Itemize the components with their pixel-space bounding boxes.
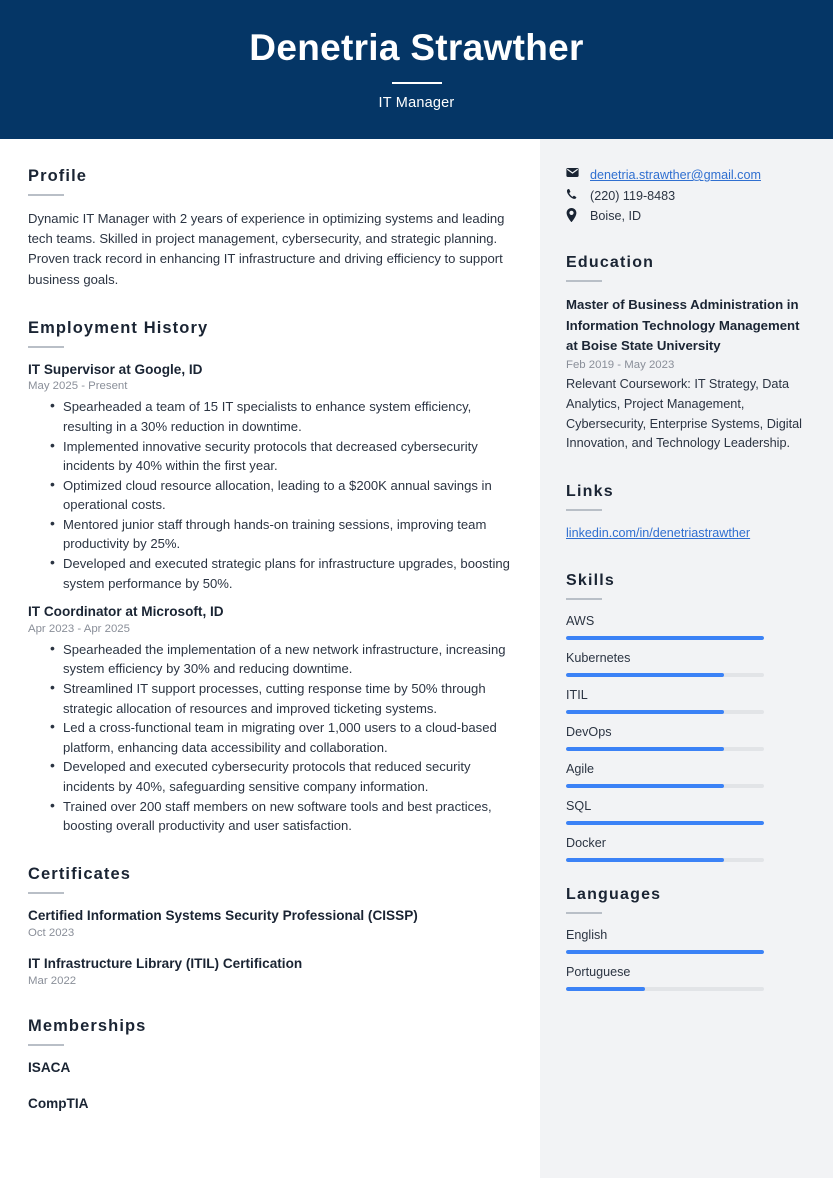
- skill-item-bar-track: [566, 710, 764, 714]
- education-date: Feb 2019 - May 2023: [566, 358, 675, 371]
- skill-item-bar-track: [566, 673, 764, 677]
- profile-heading: Profile: [28, 167, 88, 185]
- skill-item-bar-track: [566, 858, 764, 862]
- memberships-heading: Memberships: [28, 1017, 147, 1036]
- language-item-bar-track: [566, 950, 764, 954]
- certificate-date: Mar 2022: [28, 975, 77, 988]
- education-entry: [566, 295, 807, 454]
- job-entry: [28, 361, 514, 593]
- skill-item: [566, 613, 807, 640]
- skill-item-bar-fill: [566, 784, 724, 788]
- skill-item-bar-fill: [566, 673, 724, 677]
- email-link[interactable]: denetria.strawther@gmail.com: [590, 168, 761, 182]
- certificate-name: IT Infrastructure Library (ITIL) Certification: [28, 955, 303, 971]
- phone-icon: [566, 186, 583, 201]
- membership-name: CompTIA: [28, 1096, 89, 1112]
- section-employment-history: [28, 319, 514, 836]
- heading-rule: [566, 912, 602, 914]
- contact-details: [566, 165, 807, 226]
- sidebar-column: [540, 139, 833, 1178]
- skill-item: [566, 835, 807, 862]
- skill-item-label: AWS: [566, 613, 595, 628]
- skills-list: [566, 613, 807, 862]
- certificates-heading: Certificates: [28, 864, 132, 883]
- spacer: [28, 1003, 514, 1017]
- skill-item-bar-fill: [566, 710, 724, 714]
- links-heading: Links: [566, 482, 614, 500]
- job-bullets: [28, 640, 514, 836]
- candidate-job-title: IT Manager: [378, 95, 455, 112]
- heading-rule: [28, 346, 64, 348]
- job-bullet: • Spearheaded a team of 15 IT specialists to enhance system efficiency, resulting in a 30% reduction in downtime.: [28, 397, 514, 436]
- skill-item: [566, 687, 807, 714]
- spacer: [566, 872, 807, 886]
- skill-item-bar-track: [566, 821, 764, 825]
- education-degree: Master of Business Administration in Information Technology Management at Boise State University: [566, 297, 800, 353]
- skill-item: [566, 798, 807, 825]
- skill-item-label: DevOps: [566, 724, 612, 739]
- skill-item-bar-fill: [566, 858, 724, 862]
- skill-item: [566, 761, 807, 788]
- language-item-label: English: [566, 927, 608, 942]
- skill-item-label: Docker: [566, 835, 606, 850]
- contact-phone: [566, 186, 807, 206]
- language-item-label: Portuguese: [566, 964, 631, 979]
- language-item-bar-track: [566, 987, 764, 991]
- section-skills: [566, 572, 807, 862]
- job-title: IT Coordinator at Microsoft, ID: [28, 604, 224, 620]
- section-profile: [28, 167, 514, 290]
- language-item-bar-fill: [566, 950, 764, 954]
- skill-item-label: Agile: [566, 761, 595, 776]
- language-item: [566, 927, 807, 954]
- heading-rule: [566, 509, 602, 511]
- map-pin-icon: [566, 206, 583, 222]
- language-item: [566, 964, 807, 991]
- skill-item-label: ITIL: [566, 687, 588, 702]
- employment-heading: Employment History: [28, 318, 209, 337]
- job-bullets: [28, 397, 514, 593]
- spacer: [28, 290, 514, 319]
- job-bullet: • Spearheaded the implementation of a new network infrastructure, increasing system efficiency by 30% and reducing downtime.: [28, 640, 514, 679]
- skill-item-bar-track: [566, 747, 764, 751]
- spacer: [28, 836, 514, 865]
- skill-item: [566, 650, 807, 677]
- skill-item-label: SQL: [566, 798, 592, 813]
- skill-item-bar-fill: [566, 821, 764, 825]
- job-bullet: • Developed and executed strategic plans for infrastructure upgrades, boosting system performance by 50%.: [28, 554, 514, 593]
- job-bullet: • Optimized cloud resource allocation, leading to a $200K annual savings in operational costs.: [28, 476, 514, 515]
- job-entry: [28, 603, 514, 835]
- skill-item-bar-track: [566, 636, 764, 640]
- section-certificates: [28, 865, 514, 989]
- section-links: [566, 483, 807, 543]
- skill-item-bar-fill: [566, 636, 764, 640]
- location-value: Boise, ID: [590, 209, 642, 223]
- spacer: [28, 593, 514, 603]
- skill-item-label: Kubernetes: [566, 650, 631, 665]
- job-bullet: • Developed and executed cybersecurity protocols that reduced security incidents by 40%, safeguarding sensitive company information.: [28, 757, 514, 796]
- resume-header: [0, 0, 833, 139]
- section-languages: [566, 886, 807, 991]
- spacer: [566, 543, 807, 572]
- resume-body: [0, 139, 833, 1178]
- header-divider: [392, 82, 442, 84]
- job-bullet: • Streamlined IT support processes, cutting response time by 50% through strategic allocation of resources and improved ticketing systems.: [28, 679, 514, 718]
- job-title: IT Supervisor at Google, ID: [28, 361, 203, 377]
- spacer: [566, 454, 807, 483]
- job-bullet: • Mentored junior staff through hands-on training sessions, improving team productivity by 25%.: [28, 515, 514, 554]
- language-item-bar-fill: [566, 987, 645, 991]
- certificate-date: Oct 2023: [28, 927, 75, 940]
- contact-email: [566, 165, 807, 185]
- skills-heading: Skills: [566, 571, 616, 589]
- education-heading: Education: [566, 254, 655, 271]
- heading-rule: [566, 280, 602, 282]
- linkedin-link[interactable]: linkedin.com/in/denetriastrawther: [566, 525, 751, 540]
- job-bullet: • Led a cross-functional team in migrating over 1,000 users to a cloud-based platform, enhancing data accessibility and collaboration.: [28, 718, 514, 757]
- candidate-name: Denetria Strawther: [249, 26, 584, 68]
- main-column: [0, 139, 540, 1178]
- envelope-icon: [566, 165, 583, 178]
- section-education: [566, 254, 807, 454]
- heading-rule: [566, 598, 602, 600]
- job-date: May 2025 - Present: [28, 380, 128, 393]
- heading-rule: [28, 194, 64, 196]
- heading-rule: [28, 1044, 64, 1046]
- job-bullet: • Trained over 200 staff members on new software tools and best practices, boosting overall productivity and user satisfaction.: [28, 797, 514, 836]
- languages-heading: Languages: [566, 885, 662, 903]
- job-date: Apr 2023 - Apr 2025: [28, 622, 130, 635]
- education-description: Relevant Coursework: IT Strategy, Data Analytics, Project Management, Cybersecurity, Enterprise Systems, Digital Innovation, and Technology Leadership.: [566, 377, 802, 451]
- contact-location: [566, 206, 807, 226]
- heading-rule: [28, 892, 64, 894]
- phone-value: (220) 119-8483: [590, 188, 676, 203]
- skill-item-bar-track: [566, 784, 764, 788]
- certificate-entry: [28, 955, 514, 989]
- certificate-name: Certified Information Systems Security Professional (CISSP): [28, 907, 418, 923]
- skill-item: [566, 724, 807, 751]
- section-memberships: [28, 1017, 514, 1114]
- skill-item-bar-fill: [566, 747, 724, 751]
- profile-text: Dynamic IT Manager with 2 years of experience in optimizing systems and leading tech teams. Skilled in project management, cybersecurity, and strategic planning. Proven track record in enhancing IT infrastructure and driving efficiency to support business goals.: [28, 211, 505, 287]
- languages-list: [566, 927, 807, 991]
- membership-name: ISACA: [28, 1060, 71, 1076]
- certificate-entry: [28, 907, 514, 941]
- job-bullet: • Implemented innovative security protocols that decreased cybersecurity incidents by 40% within the first year.: [28, 437, 514, 476]
